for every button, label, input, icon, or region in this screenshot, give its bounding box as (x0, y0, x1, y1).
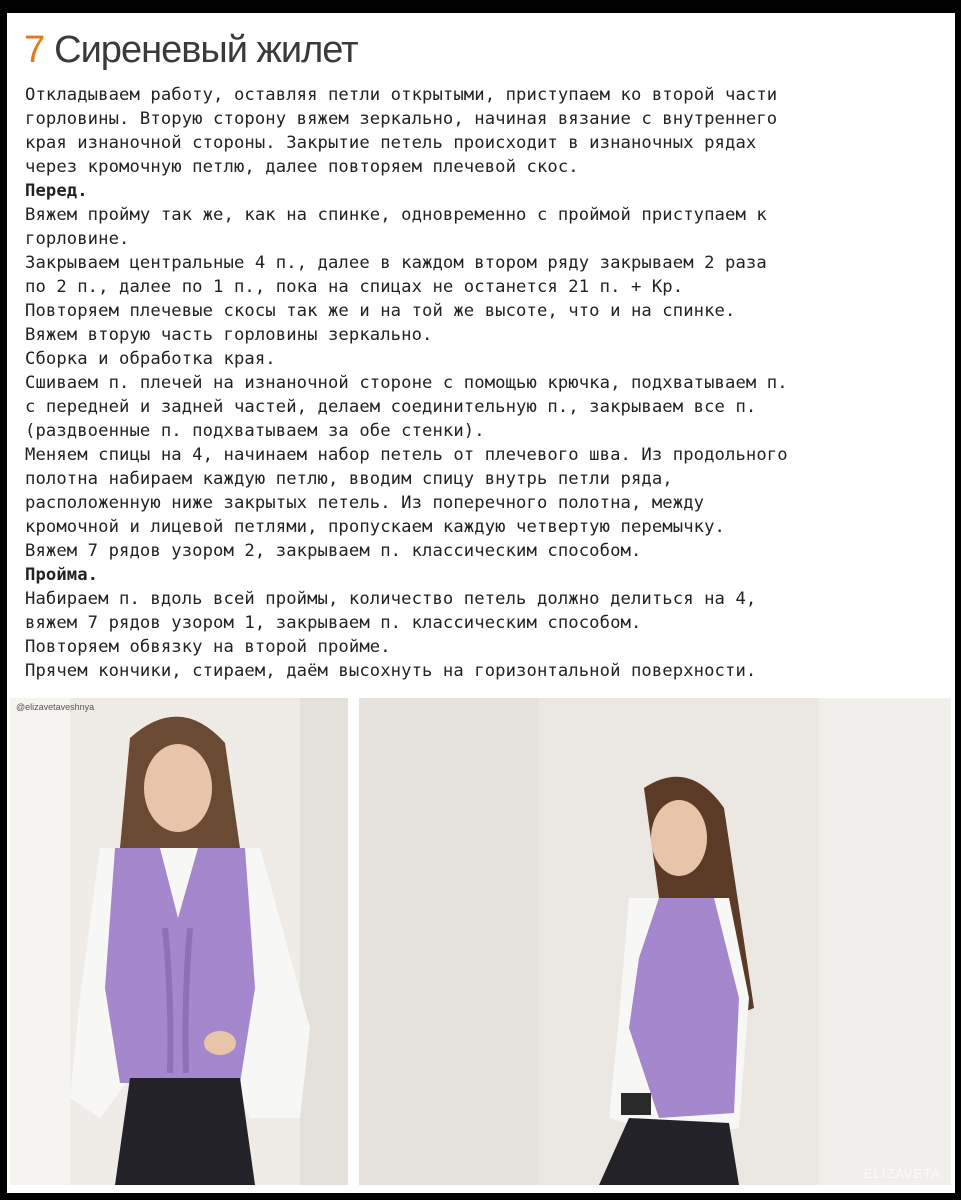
text-line: Повторяем плечевые скосы так же и на той же высоте, что и на спинке. (25, 301, 736, 321)
title-text: Сиреневый жилет (54, 29, 358, 71)
photo-strip (7, 698, 955, 1185)
model-front-illustration (10, 698, 348, 1185)
text-line: по 2 п., далее по 1 п., пока на спицах не останется 21 п. + Кр. (25, 277, 684, 297)
photo-side-view (359, 698, 951, 1185)
text-line: Закрываем центральные 4 п., далее в каждом втором ряду закрываем 2 раза (25, 253, 767, 273)
text-line: расположенную ниже закрытых петель. Из поперечного полотна, между (25, 493, 705, 513)
photo-front-view (10, 698, 348, 1185)
text-line: Меняем спицы на 4, начинаем набор петель от плечевого шва. Из продольного (25, 445, 788, 465)
photo-credit: @elizavetaveshnya (16, 702, 95, 712)
instructions-text (25, 83, 945, 683)
model-side-illustration (359, 698, 951, 1185)
text-line: полотна набираем каждую петлю, вводим спицу внутрь петли ряда, (25, 469, 673, 489)
page-title (24, 29, 358, 72)
text-line: горловине. (25, 229, 130, 249)
text-line: Откладываем работу, оставляя петли открытыми, приступаем ко второй части (25, 85, 778, 105)
title-number: 7 (24, 29, 45, 71)
text-line: (раздвоенные п. подхватываем за обе стенки). (25, 421, 485, 441)
section-heading: Пройма. (25, 565, 99, 585)
text-line: горловины. Вторую сторону вяжем зеркально, начиная вязание с внутреннего (25, 109, 778, 129)
text-line: Вяжем вторую часть горловины зеркально. (25, 325, 433, 345)
text-line: края изнаночной стороны. Закрытие петель происходит в изнаночных рядах (25, 133, 757, 153)
text-line: Сборка и обработка края. (25, 349, 276, 369)
text-line: Прячем кончики, стираем, даём высохнуть на горизонтальной поверхности. (25, 661, 757, 681)
text-line: Вяжем пройму так же, как на спинке, одновременно с проймой приступаем к (25, 205, 767, 225)
text-line: Повторяем обвязку на второй пройме. (25, 637, 391, 657)
text-line: вяжем 7 рядов узором 1, закрываем п. классическим способом. (25, 613, 642, 633)
text-line: через кромочную петлю, далее повторяем плечевой скос. (25, 157, 579, 177)
text-line: Набираем п. вдоль всей проймы, количество петель должно делиться на 4, (25, 589, 757, 609)
section-heading: Перед. (25, 181, 88, 201)
photo-watermark: ELIZAVETA (863, 1166, 941, 1181)
text-line: Сшиваем п. плечей на изнаночной стороне с помощью крючка, подхватываем п. (25, 373, 788, 393)
text-line: Вяжем 7 рядов узором 2, закрываем п. классическим способом. (25, 541, 642, 561)
document-page (7, 13, 955, 1193)
text-line: кромочной и лицевой петлями, пропускаем каждую четвертую перемычку. (25, 517, 725, 537)
text-line: с передней и задней частей, делаем соединительную п., закрываем все п. (25, 397, 757, 417)
